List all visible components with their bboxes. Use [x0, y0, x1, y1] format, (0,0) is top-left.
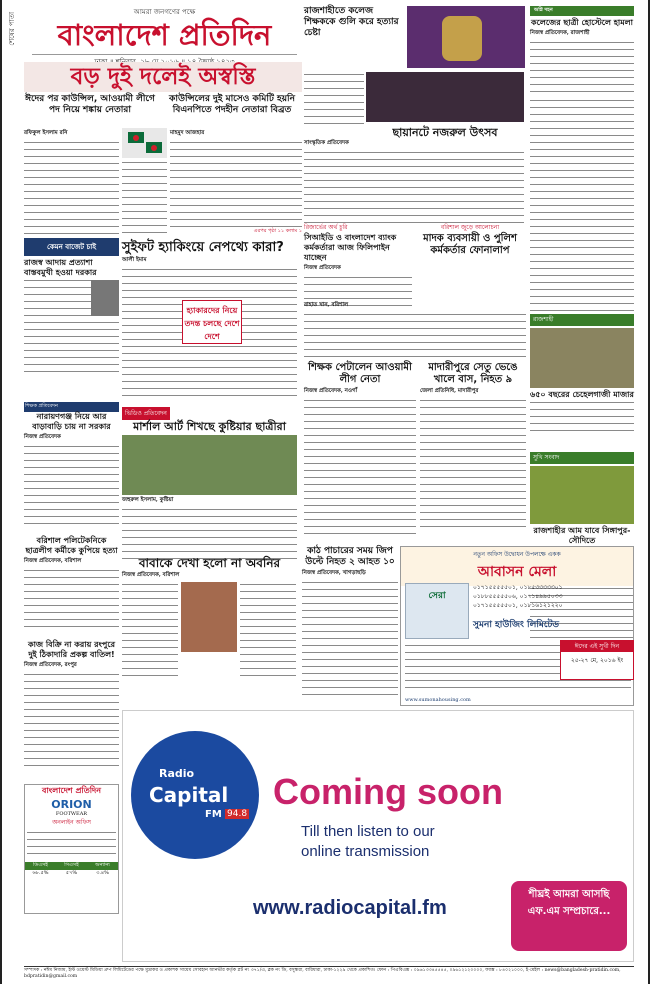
footer-imprint: সম্পাদক : নঈম নিজাম, ইস্ট ওয়েস্ট মিডিয়া গ্রুপ লিমিটেডের পক্ষে মুদ্রাকর ও প্রকাশক সায়েম সোবহান আনভীর কর্তৃক প্লট নং ৩৭১/এ, ব্লক নং ডি, বসুন্ধরা, বারিধারা, ঢাকা-১২২৯ থেকে প্রকাশিত। ফোন : পিএবিএক্স : ০৯৬১৩৩৪৫৫৪৫, ০৯৬১২১২০০০০, ফ্যাক্স : ৮৪০২১০০০, ই-মেইল : news@bangladesh-pratidin.com, bdpratidin@gmail.com: [24, 968, 621, 979]
radio-sub: online transmission: [301, 843, 430, 860]
story-label: অগ্নি দহন: [530, 6, 634, 16]
radio-brand: Radio: [159, 767, 195, 780]
news-photo-mangoes: [530, 466, 634, 524]
body-text: [530, 400, 634, 436]
headline: রাজশাহীর আম যাবে সিঙ্গাপুর-সৌদিতে: [533, 526, 631, 545]
story-nazrul[interactable]: [304, 72, 526, 222]
headline: বরিশাল পলিটেকনিকে ছাত্রলীগ কর্মীকে কুপিয়ে হত্যা: [25, 536, 118, 555]
ad-phone: ০১৭১৫৫৫৫৫০১, ০১৮৫৩৩৩৩৩০১: [473, 584, 563, 591]
story-teacher-beaten[interactable]: [304, 362, 416, 542]
stock-val: ৩.৪%: [96, 870, 109, 876]
flag-green: [128, 132, 144, 143]
story-budget-column[interactable]: [24, 258, 119, 398]
kicker: রিজার্ভের অর্থ চুরি: [304, 224, 348, 231]
body-text: [530, 98, 634, 312]
headline: কলেজের ছাত্রী হোস্টেলে হামলা: [531, 18, 633, 27]
author-photo: [91, 280, 119, 316]
byline: নিজস্ব প্রতিবেদক, রংপুর: [24, 662, 77, 668]
ad-phone: ০১৮৮৫৫৫৫৫০৬, ০১৭১৪৯৯৫০৩৩: [473, 593, 563, 600]
headline: রাজশাহীতে কলেজ শিক্ষককে গুলি করে হত্যার চেষ্টা: [304, 6, 399, 38]
byline: নিজস্ব প্রতিবেদক, রাজশাহী: [530, 30, 590, 36]
body-text: [302, 580, 398, 700]
story-phone[interactable]: [414, 222, 526, 304]
ad-date-badge: [560, 640, 634, 680]
radio-name: Capital: [149, 783, 229, 807]
kicker: ভিডিও প্রতিবেদন: [122, 407, 170, 420]
section-label-bar: [530, 452, 634, 464]
lead-left-body: [24, 128, 119, 234]
news-photo-girls: [122, 435, 297, 495]
promo-brand: বাংলাদেশ প্রতিদিন: [42, 786, 101, 795]
ad-website[interactable]: www.sumonahousing.com: [405, 697, 471, 703]
headline: মার্শাল আর্ট শিখছে কুষ্টিয়ার ছাত্রীরা: [133, 420, 286, 433]
body-text: [304, 72, 364, 128]
byline: আলী ইমাম: [122, 257, 147, 263]
headline: সুইফট হ্যাকিংয়ে নেপথ্যে কারা?: [122, 240, 284, 255]
lead-headline[interactable]: বড় দুই দলেই অস্বস্তি: [70, 64, 256, 90]
stock-val: ৬৮.৫%: [32, 870, 49, 876]
radio-fm: FM: [205, 809, 222, 820]
page-section-label: শেষের পাতা: [8, 12, 16, 46]
byline: নিজস্ব প্রতিবেদক: [304, 265, 341, 271]
badge-line: ঈদের এই সুখী দিন: [561, 641, 633, 652]
story-rajshahi-shooting[interactable]: [304, 6, 402, 68]
stock-row: [25, 870, 118, 878]
byline: রফিকুল ইসলাম রনি: [24, 130, 68, 136]
ad-radio-capital[interactable]: [122, 710, 634, 962]
continuation[interactable]: এরপর পৃষ্ঠা ১১ কলাম ১: [253, 228, 302, 234]
lead-mid-body: [122, 160, 167, 234]
stock-col: ডিএসই: [33, 862, 48, 868]
news-photo-choir: [366, 72, 524, 122]
promo-text: [27, 830, 116, 860]
byline: নিজস্ব প্রতিবেদক, বরিশাল: [24, 558, 82, 564]
masthead-title[interactable]: বাংলাদেশ প্রতিদিন: [57, 18, 272, 52]
ad-housing[interactable]: [400, 546, 634, 706]
story-bridge[interactable]: [420, 362, 526, 542]
lead-headline-box: [24, 62, 302, 92]
story-market[interactable]: [24, 640, 119, 780]
kicker: শিক্ষক প্রতিবেদন: [24, 402, 119, 412]
body-text: [304, 150, 524, 226]
headline: কাঠ পাচারের সময় জিপ উল্টে নিহত ২ আহত ১০: [305, 546, 395, 567]
headline: ৬৫০ বছরের চেহেলগাজী মাজার: [530, 390, 634, 399]
stock-col: অন্যান্য: [95, 862, 110, 868]
radio-url[interactable]: www.radiocapital.fm: [253, 897, 447, 919]
story-narayanganj[interactable]: [24, 402, 119, 532]
body-text: [24, 444, 119, 528]
body-text: [24, 140, 119, 246]
promo-offer: অনলাইন অফিস: [52, 819, 91, 826]
story-college-hostel[interactable]: [530, 6, 634, 96]
stock-header: [25, 862, 118, 870]
body-text: [122, 582, 178, 682]
headline: মাদক ব্যবসায়ী ও পুলিশ কর্মকর্তার ফোনালাপ: [423, 233, 517, 256]
ad-company: সুমনা হাউজিং লিমিটেড: [473, 620, 560, 630]
byline: নিজস্ব প্রতিবেদক: [24, 434, 61, 440]
promo-orion[interactable]: [24, 784, 119, 914]
lead-right-body: [170, 128, 302, 234]
ad-banner-main: আবাসন মেলা: [477, 564, 557, 580]
story-phone-body: [304, 300, 526, 360]
body-text: [122, 160, 167, 234]
section-label: সুখি সংবাদ: [533, 454, 560, 461]
sub-headline: কাউন্সিলের দুই মাসেও কমিটি হয়নি বিএনপিতে পদহীন নেতারা বিব্রত: [169, 94, 295, 115]
radio-headline: Coming soon: [273, 771, 503, 812]
ad-phone: ০১৭১৫৫৫৫৫০১, ০১৮১৬১২১২২০: [473, 602, 563, 609]
headline: মাদারীপুরে সেতু ভেঙে খালে বাস, নিহত ৯: [428, 362, 518, 385]
body-text: [304, 312, 526, 362]
byline: জহুরুল ইসলাম, কুষ্টিয়া: [122, 497, 174, 503]
story-martial-arts[interactable]: [122, 400, 297, 552]
headline: শিক্ষক পেটালেন আওয়ামী লীগ নেতা: [308, 362, 412, 385]
ad-brand: সেরা: [428, 591, 446, 601]
stock-val: ৫৭%: [65, 870, 78, 876]
body-text: [24, 568, 119, 628]
party-flags: [122, 128, 167, 158]
news-photo-shrine: [530, 328, 634, 388]
flag-bnp: [146, 142, 162, 153]
stock-col: সিএসই: [64, 862, 79, 868]
story-bank[interactable]: [304, 222, 412, 304]
column-label: কেমন বাজেট চাই: [47, 242, 96, 251]
story-wood[interactable]: [302, 546, 398, 706]
headline: বাবাকে দেখা হলো না অবনির: [138, 556, 281, 570]
news-photo-stage: [407, 6, 525, 68]
headline: নারায়ণগঞ্জ নিয়ে আর বাড়াবাড়ি চায় না সরকার: [32, 412, 111, 431]
info-box: [182, 300, 242, 344]
footer-rule: [24, 966, 634, 967]
right-column-body: [530, 98, 634, 312]
section-label-bar: [530, 314, 634, 326]
story-father[interactable]: [122, 556, 297, 706]
badge-line: ২৫-২৭ মে, ২০১৬ ইং: [570, 657, 624, 664]
masthead-slogan: আমরা জনগণের পক্ষে: [133, 8, 196, 16]
news-photo-girl: [181, 582, 237, 652]
byline: রাহাত খান, বরিশাল: [304, 302, 349, 308]
box-text: হ্যাকারদের নিয়ে তদন্ত চলছে দেশে দেশে: [184, 306, 240, 341]
radio-bangla-tag: শীঘ্রই আমরা আসছি এফ.এম সম্প্রচারে...: [511, 881, 627, 951]
section-label: রাজশাহী: [533, 316, 554, 323]
masthead: [32, 6, 297, 58]
lead-sub-right[interactable]: [162, 94, 302, 126]
radio-freq: 94.8: [227, 809, 248, 819]
byline: জেলা প্রতিনিধি, মাদারীপুর: [420, 388, 479, 394]
body-text: [420, 398, 526, 528]
headline: ছায়ানটে নজরুল উৎসব: [392, 126, 498, 139]
byline: মাহমুদ আজহার: [170, 130, 205, 136]
headline: রাজস্ব আদায় প্রত্যাশা বাস্তবমুখী হওয়া দরকার: [24, 258, 97, 277]
ad-phones: [473, 583, 631, 610]
story-shrine[interactable]: [530, 390, 634, 450]
promo-partner: ORION: [51, 798, 92, 811]
sub-headline: ঈদের পর কাউন্সিল, আওয়ামী লীগে পদ নিয়ে শঙ্কায় নেতারা: [25, 94, 155, 115]
body-text: [122, 507, 297, 559]
kicker: বরিশাল জুড়ে আলোচনা: [440, 224, 500, 231]
headline: কাজ বিক্রি না করায় রংপুরে দুই ঠিকাদারি প্রকল্প বাতিল!: [28, 640, 115, 659]
singer-figure: [442, 16, 482, 61]
headline: সিআইডি ও বাংলাদেশ ব্যাংক কর্মকর্তারা আজ ফিলিপাইন যাচ্ছেন: [304, 233, 397, 262]
byline: নিজস্ব প্রতিবেদক, খাগড়াছড়ি: [302, 570, 366, 576]
body-text: [170, 140, 302, 228]
body-text: [24, 672, 119, 768]
lead-sub-left[interactable]: [24, 94, 156, 126]
story-barisal-polytechnic[interactable]: [24, 536, 119, 636]
column-label-bar: [24, 238, 119, 256]
byline: সাংস্কৃতিক প্রতিবেদক: [304, 140, 349, 146]
radio-sub: Till then listen to our: [301, 823, 435, 840]
ad-product: [405, 583, 469, 639]
byline: নিজস্ব প্রতিবেদক, নওগাঁ: [304, 388, 358, 394]
radio-logo: [131, 731, 259, 859]
body-text: [240, 582, 296, 682]
body-text: [304, 398, 416, 534]
ad-banner-top: নতুন অফিস উদ্বোধন উপলক্ষে একক: [473, 551, 561, 558]
byline: নিজস্ব প্রতিবেদক, বরিশাল: [122, 572, 180, 578]
promo-sub: FOOTWEAR: [55, 811, 88, 817]
